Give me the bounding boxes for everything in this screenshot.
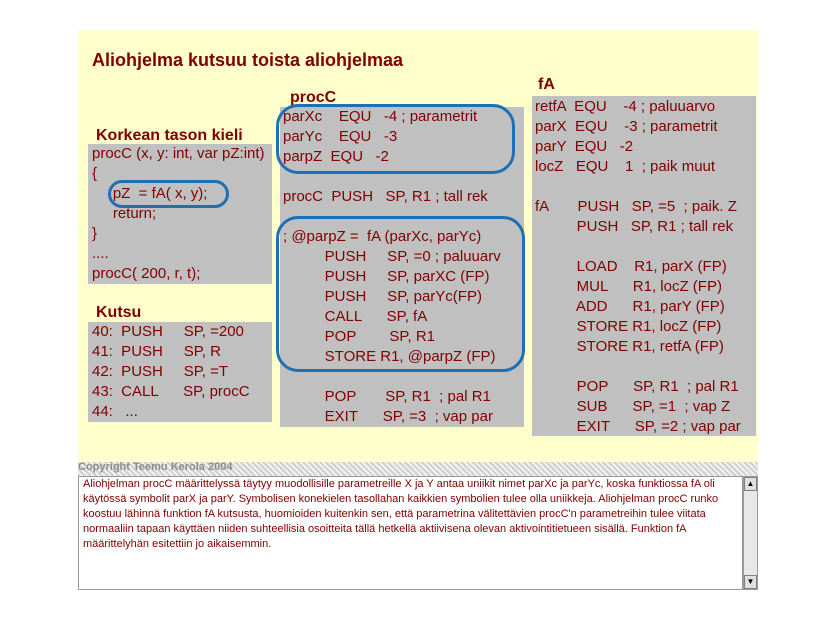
high-level-line: procC( 200, r, t); [92,265,201,282]
procc-line: CALL SP, fA [283,308,428,325]
call-line: 42: PUSH SP, =T [92,363,229,380]
highlight-oval [108,180,229,208]
fa-line: PUSH SP, R1 ; tall rek [535,218,734,235]
procc-line: procC PUSH SP, R1 ; tall rek [283,188,488,205]
high-level-line: { [92,165,98,182]
slide-title: Aliohjelma kutsuu toista aliohjelmaa [92,50,404,70]
notes-scrollbar[interactable] [743,476,758,590]
fa-line: STORE R1, locZ (FP) [535,318,722,335]
procc-line: STORE R1, @parpZ (FP) [283,348,496,365]
fa-line: retfA EQU -4 ; paluuarvo [535,98,716,115]
scroll-up-icon[interactable]: ▲ [744,477,757,491]
procc-line: POP SP, R1 ; pal R1 [283,388,491,405]
call-line: 40: PUSH SP, =200 [92,323,244,340]
call-header: Kutsu [96,304,142,321]
fa-line: parY EQU -2 [535,138,634,155]
procc-line: POP SP, R1 [283,328,436,345]
procc-line: parXc EQU -4 ; parametrit [283,108,478,125]
procc-header: procC [290,89,337,106]
copyright-text: Copyright Teemu Kerola 2004 [78,461,233,473]
high-level-line: procC (x, y: int, var pZ:int) [92,145,265,162]
fa-line: parX EQU -3 ; parametrit [535,118,718,135]
high-level-line: pZ = fA( x, y); [92,185,208,202]
high-level-line: .... [92,245,109,262]
scroll-down-icon[interactable]: ▼ [744,575,757,589]
fa-line: POP SP, R1 ; pal R1 [535,378,739,395]
high-level-line: } [92,225,98,242]
fa-line: SUB SP, =1 ; vap Z [535,398,731,415]
highlight-oval [276,104,515,174]
call-line: 41: PUSH SP, R [92,343,221,360]
fa-line: fA PUSH SP, =5 ; paik. Z [535,198,737,215]
fa-line: EXIT SP, =2 ; vap par [535,418,741,435]
call-line: 43: CALL SP, procC [92,383,250,400]
procc-line: parYc EQU -3 [283,128,398,145]
call-line: 44: ... [92,403,138,420]
high-level-line: return; [92,205,157,222]
fa-header: fA [538,76,555,93]
procc-line: PUSH SP, parYc(FP) [283,288,482,305]
fa-line: STORE R1, retfA (FP) [535,338,724,355]
highlight-oval [276,216,525,372]
fa-line: MUL R1, locZ (FP) [535,278,722,295]
high-level-header: Korkean tason kieli [96,127,243,144]
procc-line: parpZ EQU -2 [283,148,389,165]
procc-line: PUSH SP, parXC (FP) [283,268,490,285]
fa-line: locZ EQU 1 ; paik muut [535,158,716,175]
fa-line: LOAD R1, parX (FP) [535,258,727,275]
procc-line: PUSH SP, =0 ; paluuarv [283,248,501,265]
procc-line: ; @parpZ = fA (parXc, parYc) [283,228,482,245]
procc-line: EXIT SP, =3 ; vap par [283,408,493,425]
speaker-notes[interactable]: Aliohjelman procC määrittelyssä täytyy muodollisille parametreille X ja Y antaa uniikit nimet parXc ja parYc, koska funktiossa fA oli käytössä symbolit parX ja parY. Symbolisen konekielen tasollahan kaikkien symbolien tulee olla uniikkeja. Aliohjelman procC runko koostuu lähinnä funktion fA kutsusta, huomioiden kuitenkin sen, että parametrina välitettävien procC'n parametreihin tulee viitata normaaliin tapaan käyttäen niiden suhteellisia osoitteita tällä hetkellä aktiivisena olevan aktivointitietueen sisällä. Funktion fA määrittelyhän esitettiin jo aikaisemmin. [78,476,743,590]
fa-line: ADD R1, parY (FP) [535,298,725,315]
